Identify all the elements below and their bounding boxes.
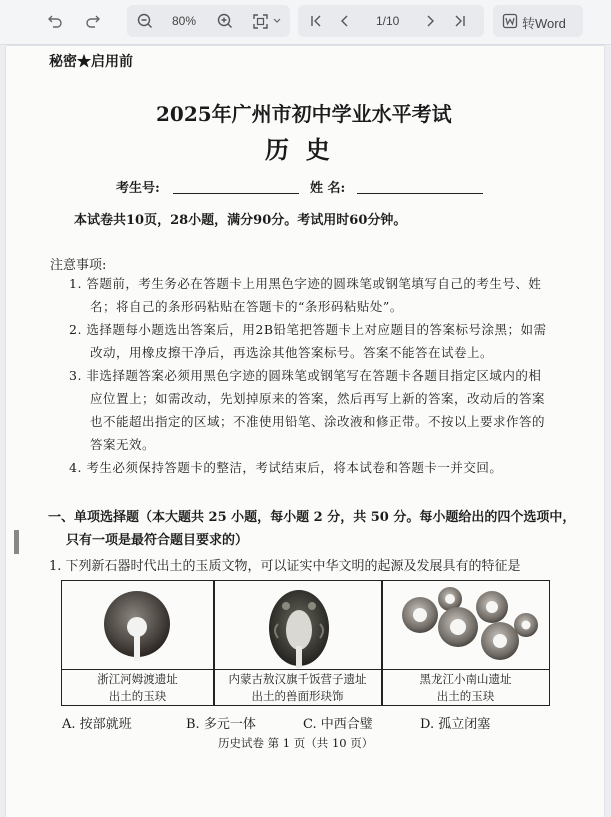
caption-line: 出土的兽面形玦饰 <box>251 689 344 703</box>
page-indicator[interactable]: 1/10 <box>376 14 400 28</box>
section-heading-continued: 只有一项是最符合题目要求的） <box>66 533 249 548</box>
section-heading: 一、单项选择题（本大题共 25 小题，每小题 2 分，共 50 分。每小题给出的四个选项中， <box>48 510 576 525</box>
notice-line: 2. 选择题每小题选出答案后，用2B铅笔把答题卡上对应题目的答案标号涂黑；如需 <box>69 322 547 337</box>
jade-jue-image <box>100 587 174 665</box>
scroll-position-marker[interactable] <box>14 530 19 554</box>
notice-line: 答案无效。 <box>90 437 156 452</box>
notice-line: 改动，用橡皮擦干净后，再选涂其他答案标号。答案不能答在试卷上。 <box>90 345 494 360</box>
undo-icon[interactable] <box>44 10 66 32</box>
candidate-id-label: 考生号: <box>116 181 160 196</box>
exam-summary: 本试卷共10页，28小题，满分90分。考试用时60分钟。 <box>74 213 407 228</box>
jade-jue-group-image <box>392 585 542 673</box>
caption-xiaonanshan <box>382 671 549 705</box>
prev-page-icon[interactable] <box>335 10 355 32</box>
candidate-name-label: 姓 名: <box>310 181 346 196</box>
next-page-icon[interactable] <box>420 10 440 32</box>
notice-line: 1. 答题前，考生务必在答题卡上用黑色字迹的圆珠笔或钢笔填写自己的考生号、姓 <box>69 276 542 291</box>
caption-line: 出土的玉玦 <box>108 689 167 703</box>
chevron-down-icon[interactable] <box>272 14 282 28</box>
page-footer: 历史试卷 第 1 页（共 10 页） <box>218 736 374 750</box>
artifact-table <box>61 580 550 706</box>
option-a: A. 按部就班 <box>62 717 132 732</box>
confidential-label: 秘密★启用前 <box>49 53 133 69</box>
notice-line: 也不能超出指定的区域；不准使用铅笔、涂改液和修正带。不按以上要求作答的 <box>90 414 546 429</box>
viewer-toolbar <box>0 0 611 45</box>
caption-line: 出土的玉玦 <box>436 689 495 703</box>
beast-face-jue-image <box>264 584 334 672</box>
notice-line: 3. 非选择题答案必须用黑色字迹的圆珠笔或钢笔写在答题卡各题目指定区域内的相 <box>69 368 542 383</box>
zoom-out-icon[interactable] <box>134 10 156 32</box>
first-page-icon[interactable] <box>306 10 326 32</box>
question-1-text: 1. 下列新石器时代出土的玉质文物，可以证实中华文明的起源及发展具有的特征是 <box>49 559 521 574</box>
notice-line: 名；将自己的条形码粘贴在答题卡的“条形码粘贴处”。 <box>90 299 403 314</box>
candidate-id-line[interactable] <box>173 192 299 194</box>
notice-line: 4. 考生必须保持答题卡的整洁，考试结束后，将本试卷和答题卡一并交回。 <box>69 460 503 475</box>
caption-line: 内蒙古敖汉旗千饭营子遗址 <box>228 672 367 686</box>
caption-aohanqi <box>214 671 381 705</box>
last-page-icon[interactable] <box>450 10 470 32</box>
notice-heading: 注意事项: <box>50 258 107 273</box>
notice-line: 应位置上；如需改动，先划掉原来的答案，然后再写上新的答案，改动后的答案 <box>90 391 546 406</box>
word-convert-icon[interactable] <box>501 11 519 31</box>
option-b: B. 多元一体 <box>186 717 256 732</box>
candidate-name-line[interactable] <box>357 192 483 194</box>
fit-page-icon[interactable] <box>249 10 271 32</box>
subject-title: 历 史 <box>265 135 330 164</box>
caption-line: 浙江河姆渡遗址 <box>97 672 178 686</box>
zoom-in-icon[interactable] <box>214 10 236 32</box>
option-d: D. 孤立闭塞 <box>420 717 491 732</box>
exam-title: 2025年广州市初中学业水平考试 <box>156 102 452 126</box>
to-word-button[interactable]: 转Word <box>522 16 566 31</box>
zoom-level[interactable]: 80% <box>172 14 197 28</box>
redo-icon[interactable] <box>82 10 104 32</box>
caption-hemudu <box>62 671 213 705</box>
option-c: C. 中西合璧 <box>303 717 373 732</box>
caption-line: 黑龙江小南山遗址 <box>419 672 512 686</box>
